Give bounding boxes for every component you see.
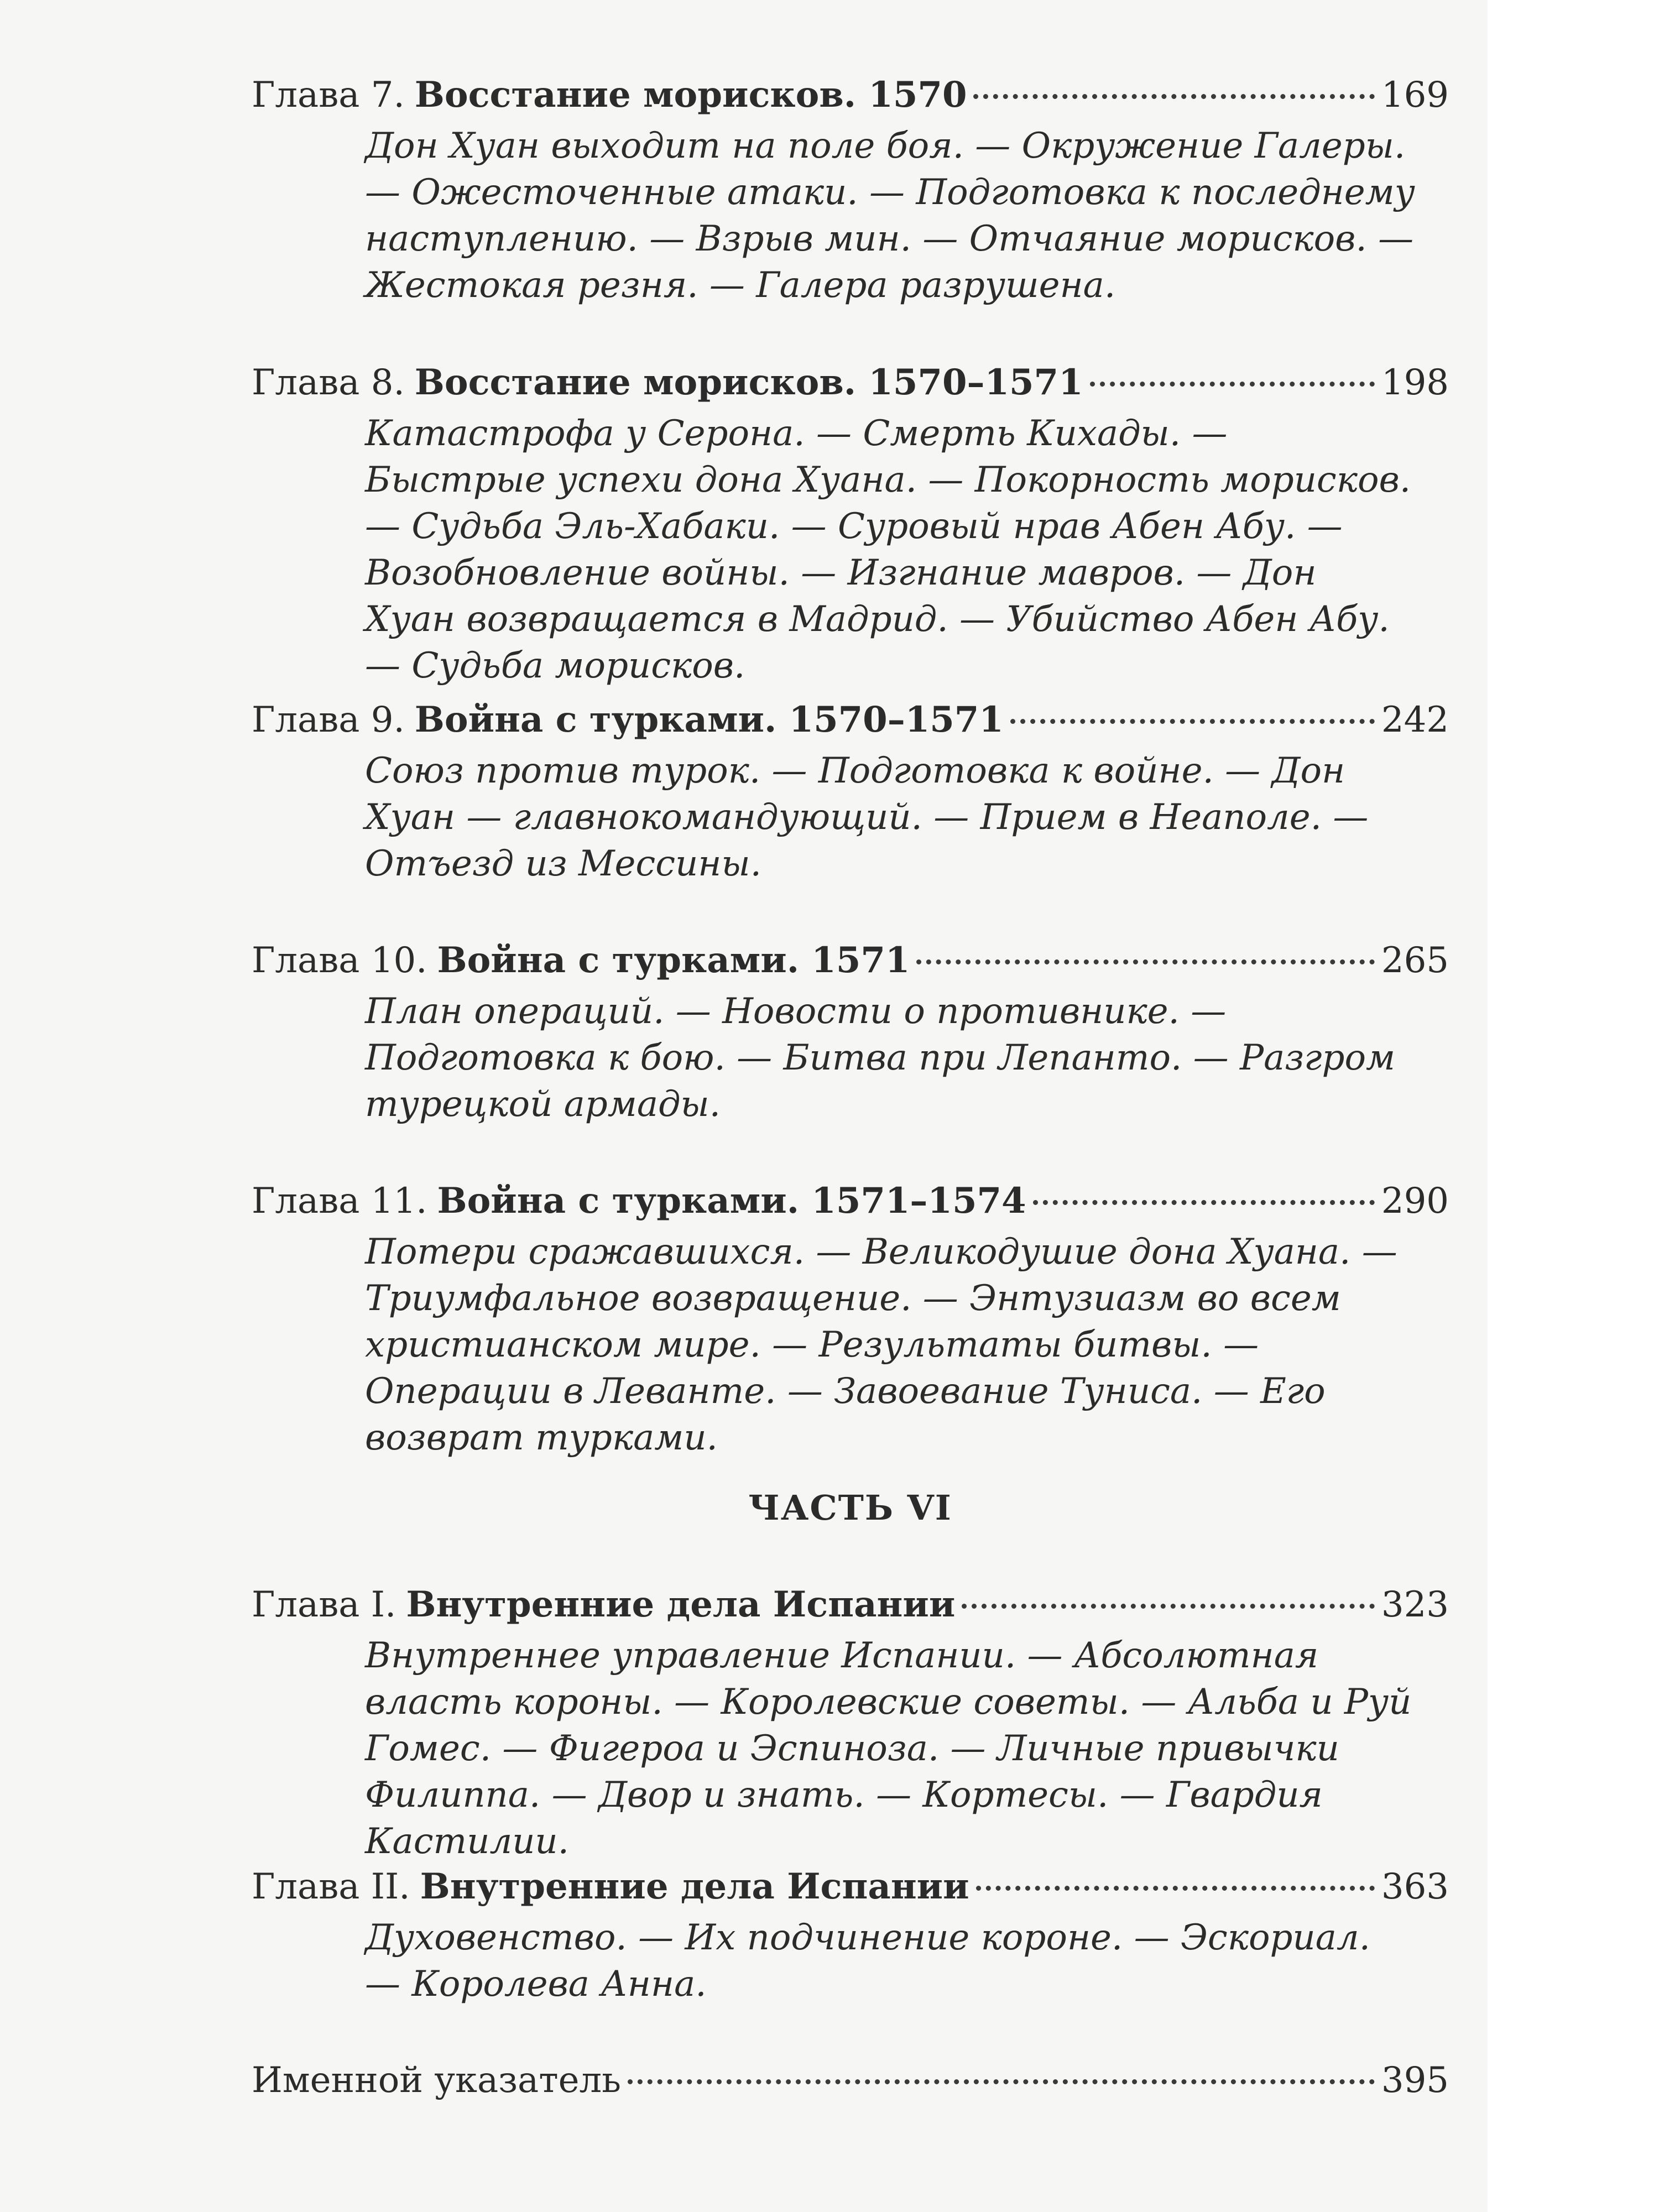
chapter-number: Глава 8. (252, 362, 405, 403)
toc-entry-chapter-11 (252, 1178, 1449, 1461)
chapter-summary: Потери сражавшихся. — Великодушие дона Хуана. — Триумфальное возвращение. — Энтузиазм во всем христианском мире. — Результаты битвы. — Операции в Леванте. — Завоевание Туниса. — Его возврат турками. (365, 1232, 1397, 1458)
chapter-title: Внутренние дела Испании (420, 1866, 969, 1907)
toc-entry-head (252, 2057, 1449, 2104)
toc-entry-head (252, 72, 1449, 118)
dot-leader (1090, 382, 1375, 387)
toc-entry-chapter-I (252, 1582, 1449, 1865)
chapter-number: Глава 7. (252, 75, 405, 116)
page-number: 198 (1381, 362, 1449, 403)
toc-entry-chapter-7 (252, 72, 1449, 309)
toc-entry-head (252, 937, 1449, 984)
chapter-summary: План операций. — Новости о противнике. — Подготовка к бою. — Битва при Лепанто. — Разгром турецкой армады. (365, 991, 1396, 1125)
toc-entry-head (252, 1582, 1449, 1628)
dot-leader (976, 1886, 1375, 1891)
toc-entry-head (252, 697, 1449, 743)
toc-entry-head (252, 1864, 1449, 1910)
page-number: 265 (1381, 940, 1449, 981)
dot-leader (916, 959, 1374, 964)
toc-entry-chapter-II (252, 1864, 1449, 2007)
dot-leader (628, 2079, 1375, 2084)
chapter-number: Глава II. (252, 1866, 410, 1907)
chapter-summary: Союз против турок. — Подготовка к войне. — Дон Хуан — главнокомандующий. — Прием в Неаполе. — Отъезд из Мессины. (365, 750, 1369, 884)
chapter-number: Глава 11. (252, 1181, 427, 1222)
toc-entry-chapter-8 (252, 359, 1449, 689)
page-number: 290 (1381, 1181, 1449, 1222)
dot-leader (973, 94, 1374, 99)
page-number: 169 (1381, 75, 1449, 116)
chapter-title: Внутренние дела Испании (406, 1584, 956, 1625)
chapter-title: Восстание морисков. 1570 (414, 74, 967, 116)
chapter-summary: Духовенство. — Их подчинение короне. — Эскориал. — Королева Анна. (365, 1917, 1370, 2005)
chapter-number: Глава 10. (252, 940, 427, 981)
toc-entry-chapter-9 (252, 697, 1449, 887)
toc-entry-index (252, 2057, 1449, 2104)
chapter-summary: Дон Хуан выходит на поле боя. — Окружение Галеры. — Ожесточенные атаки. — Подготовка к последнему наступлению. — Взрыв мин. — Отчаяние морисков. — Жестокая резня. — Галера разрушена. (365, 126, 1415, 306)
chapter-title: Восстание морисков. 1570–1571 (414, 362, 1083, 403)
chapter-summary: Катастрофа у Серона. — Смерть Кихады. — Быстрые успехи дона Хуана. — Покорность морисков. — Судьба Эль-Хабаки. — Суровый нрав Абен Абу. — Возобновление войны. — Изгнание мавров. — Дон Хуан возвращается в Мадрид. — Убийство Абен Абу. — Судьба морисков. (365, 413, 1411, 686)
chapter-title: Война с турками. 1571 (437, 940, 910, 981)
dot-leader (1010, 719, 1375, 724)
chapter-number: Глава I. (252, 1584, 397, 1625)
toc-entry-chapter-10 (252, 937, 1449, 1128)
part-heading: ЧАСТЬ VI (748, 1488, 952, 1528)
page-number: 395 (1381, 2060, 1449, 2101)
page-number: 242 (1381, 700, 1449, 740)
chapter-title: Война с турками. 1571–1574 (437, 1180, 1026, 1222)
chapter-number: Глава 9. (252, 700, 405, 740)
toc-entry-head (252, 359, 1449, 406)
page-number: 323 (1381, 1584, 1449, 1625)
page-number: 363 (1381, 1866, 1449, 1907)
index-label: Именной указатель (252, 2060, 621, 2101)
chapter-title: Война с турками. 1570–1571 (414, 699, 1004, 740)
chapter-summary: Внутреннее управление Испании. — Абсолютная власть короны. — Королевские советы. — Альба и Руй Гомес. — Фигероа и Эспиноза. — Личные привычки Филиппа. — Двор и знать. — Кортесы. — Гвардия Кастилии. (365, 1635, 1412, 1862)
toc-entry-head (252, 1178, 1449, 1224)
dot-leader (962, 1604, 1375, 1609)
dot-leader (1033, 1200, 1375, 1205)
